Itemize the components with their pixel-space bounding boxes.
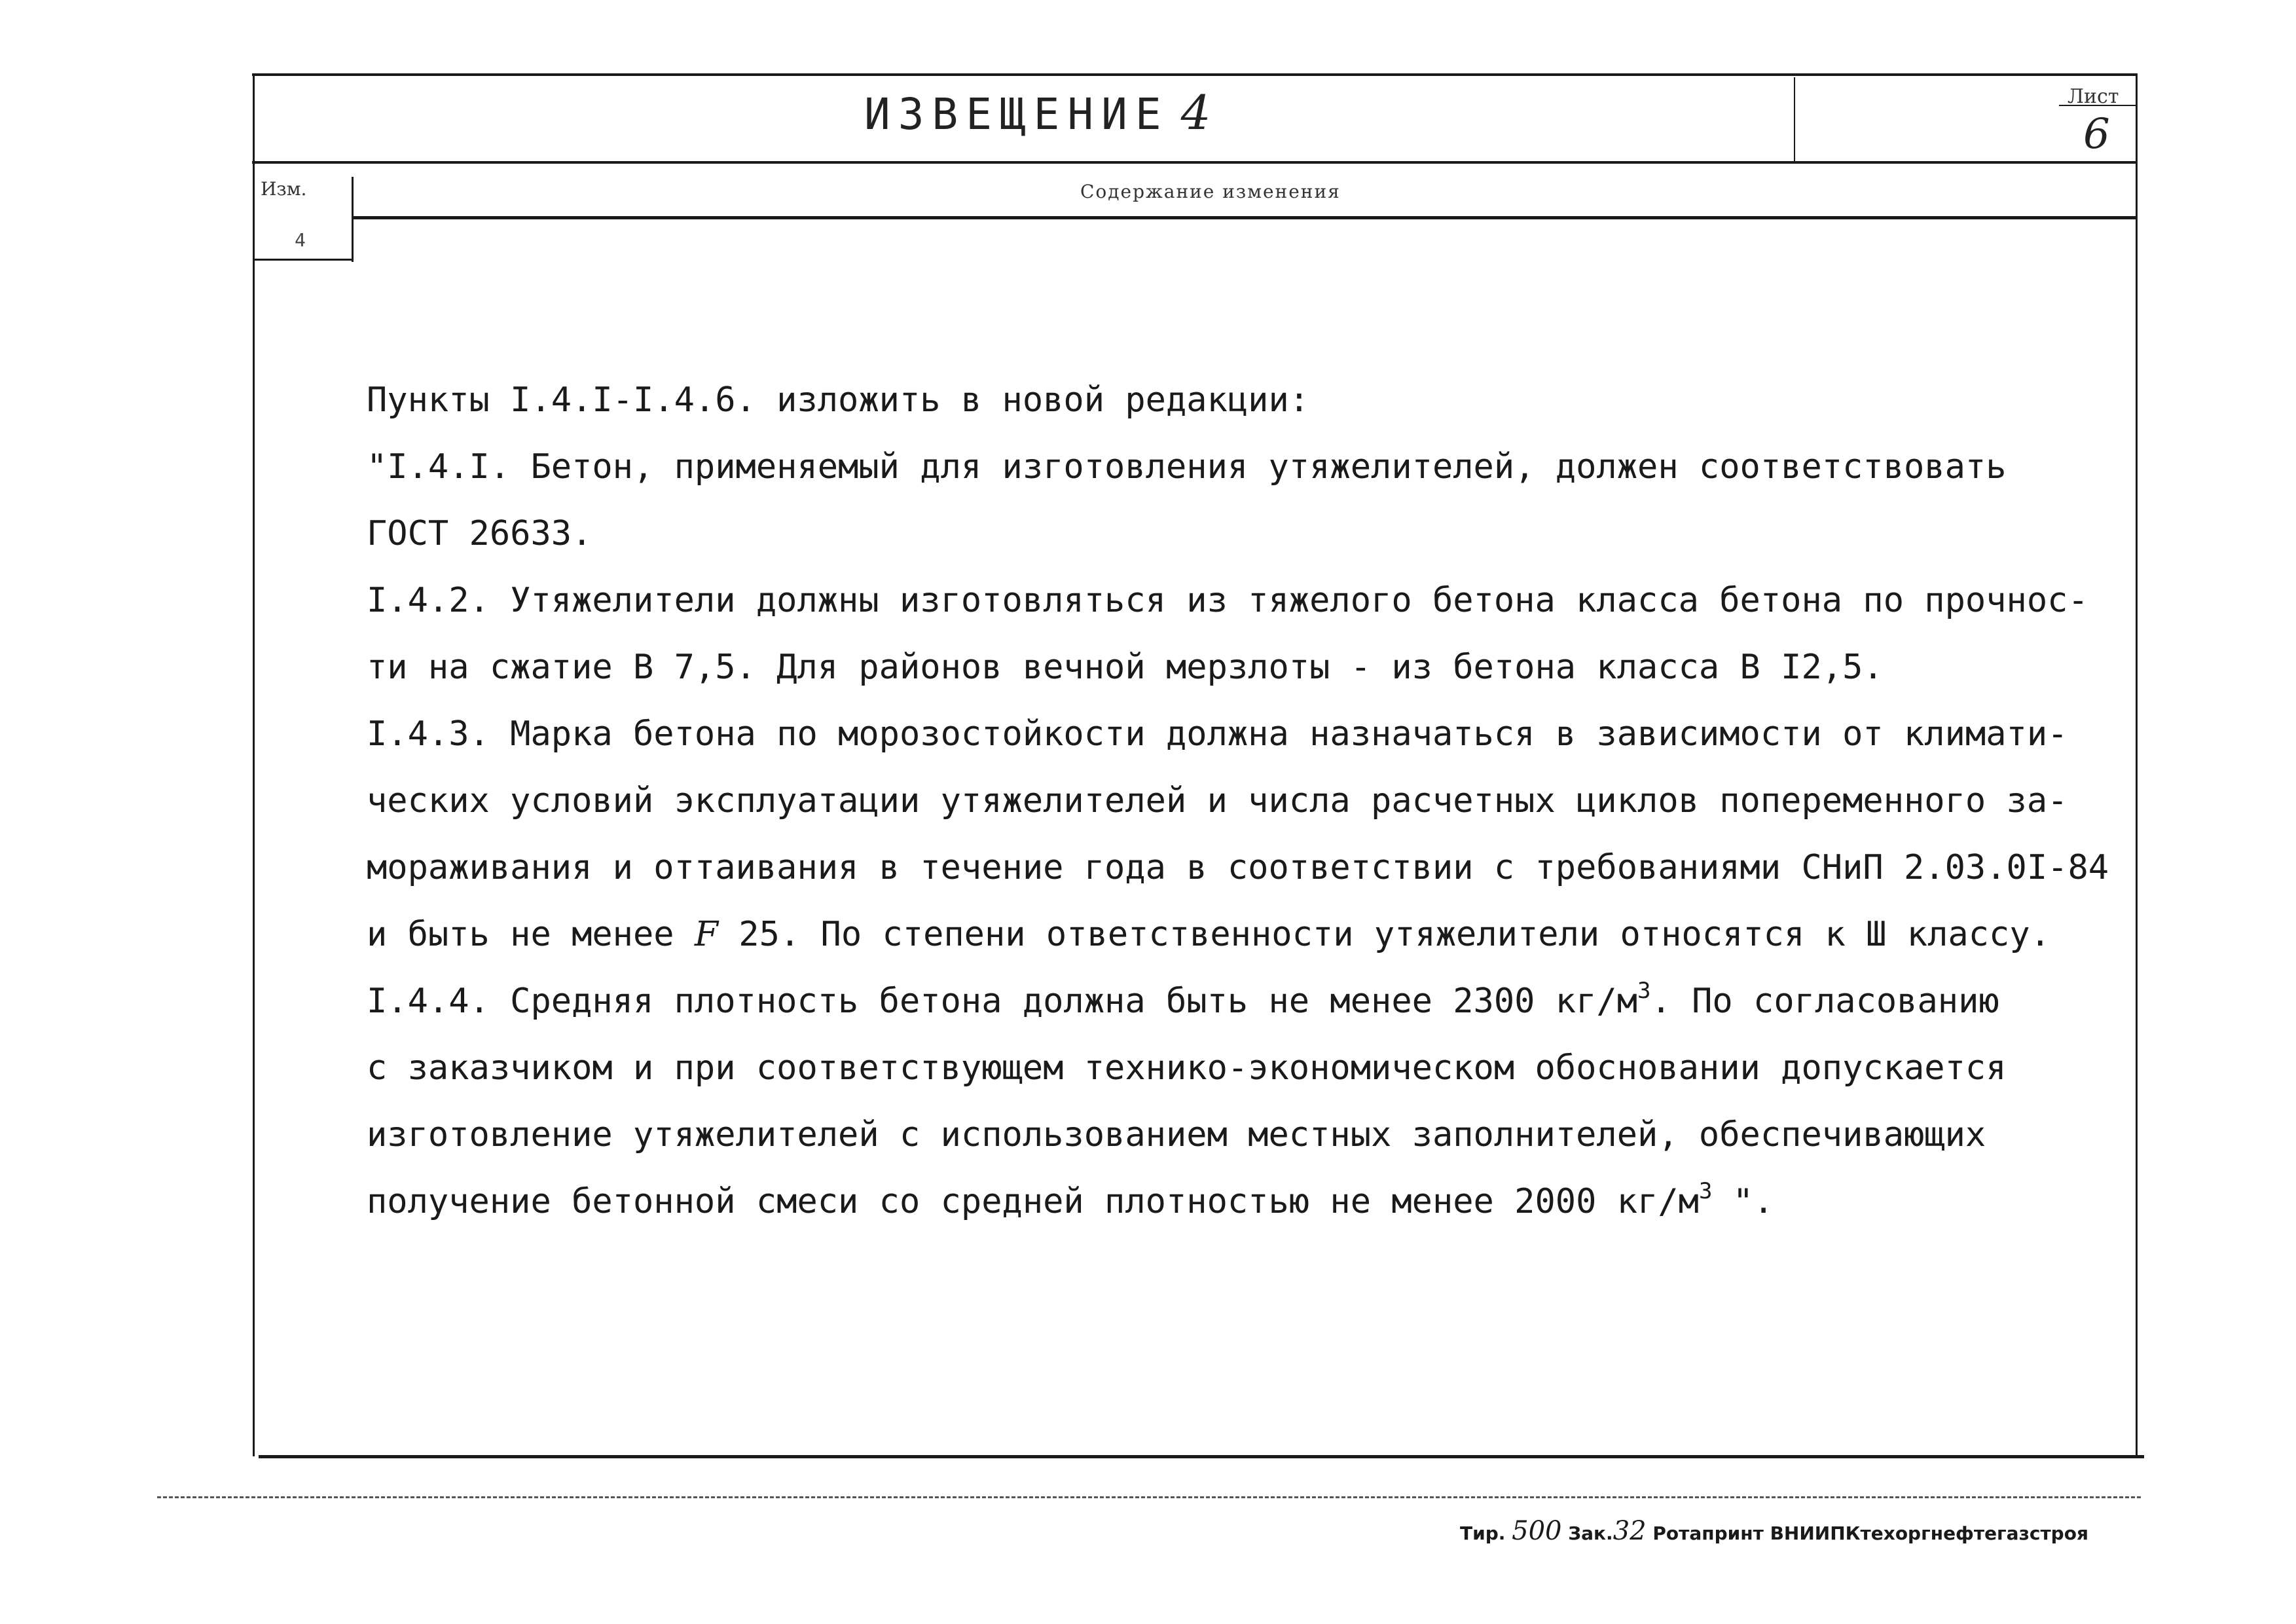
sheet-divider-line [1794,77,1795,161]
title-text: ИЗВЕЩЕНИЕ [864,89,1169,139]
text-segment: ". [1712,1182,1774,1221]
text-line: "I.4.I. Бетон, применяемый для изготовления утяжелителей, должен соответствовать [367,447,2007,487]
footer-separator [157,1496,2141,1498]
tir-label: Тир. [1460,1522,1506,1544]
izm-cell-line [254,259,352,261]
text-segment: получение бетонной смеси со средней плотностью не менее 2000 кг/м [367,1182,1699,1221]
text-line: ти на сжатие В 7,5. Для районов вечной мерзлоты - из бетона класса В I2,5. [367,648,1884,687]
text-line [367,901,2121,968]
superscript: 3 [1698,1178,1713,1204]
superscript: 3 [1637,978,1651,1004]
column-header-line [354,216,2138,219]
text-line: Пункты I.4.I-I.4.6. изложить в новой редакции: [367,380,1310,420]
column-izm-label: Изм. [261,178,307,200]
frame-left-line [253,73,255,1456]
print-imprint [1460,1516,2088,1546]
text-line: с заказчиком и при соответствующем технико-экономическом обосновании допускается [367,1048,2007,1088]
printer-name: Ротапринт ВНИИПКтехоргнефтегазстроя [1652,1522,2088,1544]
document-title [864,85,1218,140]
izm-divider-line [352,177,354,262]
text-line: ГОСТ 26633. [367,514,592,553]
text-line: ческих условий эксплуатации утяжелителей и числа расчетных циклов попеременного за- [367,781,2068,821]
text-line [367,968,2121,1035]
zak-label: Зак. [1568,1522,1613,1544]
text-line: изготовление утяжелителей с использованием местных заполнителей, обеспечивающих [367,1115,1986,1154]
izm-number: 4 [295,229,306,251]
text-line: I.4.3. Марка бетона по морозостойкости должна назначаться в зависимости от климати- [367,714,2068,754]
change-content [367,367,2121,1235]
frame-bottom-line [259,1455,2144,1458]
text-line: I.4.2. Утяжелители должны изготовляться из тяжелого бетона класса бетона по прочнос- [367,581,2088,620]
text-segment: . По согласованию [1650,982,1999,1021]
tir-value: 500 [1512,1516,1562,1546]
header-bottom-line [252,161,2138,164]
sheet-label: Лист [2068,85,2119,108]
text-line [367,1168,2121,1235]
zak-value: 32 [1613,1516,1647,1546]
column-content-label: Содержание изменения [1080,181,1341,202]
frame-right-line [2136,73,2138,1456]
text-segment: 25. По степени ответственности утяжелители относятся к Ш классу. [718,915,2050,954]
text-line: мораживания и оттаивания в течение года в соответствии с требованиями СНиП 2.03.0I-84 [367,848,2109,887]
title-number: 4 [1180,85,1219,140]
frame-top-line [252,73,2138,76]
frost-mark-letter: F [694,915,718,954]
text-segment: и быть не менее [367,915,695,954]
sheet-number: 6 [2083,110,2110,158]
text-segment: I.4.4. Средняя плотность бетона должна быть не менее 2300 кг/м [367,982,1638,1021]
